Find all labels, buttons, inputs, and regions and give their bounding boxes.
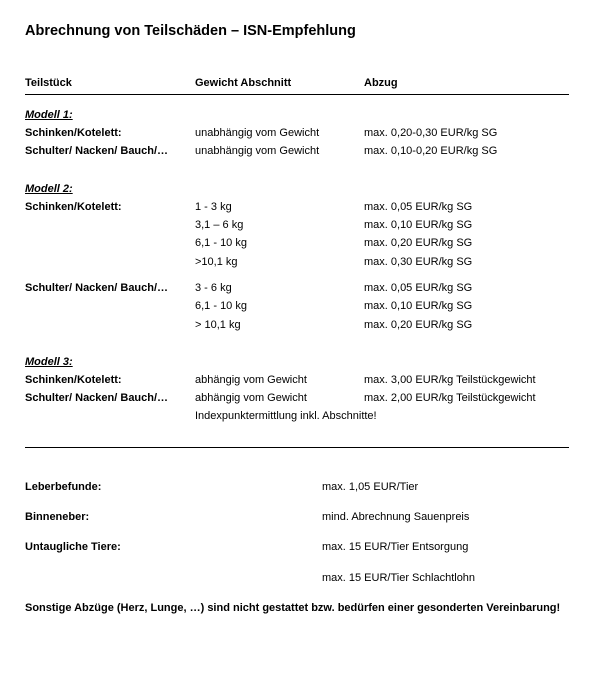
model2-group1-row4-weight: >10,1 kg	[195, 256, 238, 268]
model2-group1-row4-deduction: max. 0,30 EUR/kg SG	[364, 256, 473, 268]
model2-group1-row1-deduction: max. 0,05 EUR/kg SG	[364, 201, 473, 213]
other-value-untaugliche-tiere: max. 15 EUR/Tier Entsorgung	[322, 541, 469, 553]
model2-label: Modell 2:	[25, 183, 73, 195]
model1-row2-deduction: max. 0,10-0,20 EUR/kg SG	[364, 145, 498, 157]
model2-group1-row1-weight: 1 - 3 kg	[195, 201, 232, 213]
model2-group2-row3-deduction: max. 0,20 EUR/kg SG	[364, 319, 473, 331]
model3-row2-weight: abhängig vom Gewicht	[195, 392, 307, 404]
model3-row1-deduction: max. 3,00 EUR/kg Teilstückgewicht	[364, 374, 536, 386]
model2-group1-row3-deduction: max. 0,20 EUR/kg SG	[364, 237, 473, 249]
model2-group2-row1-weight: 3 - 6 kg	[195, 282, 232, 294]
model1-row1-part: Schinken/Kotelett:	[25, 127, 122, 139]
other-value-binneneber: mind. Abrechnung Sauenpreis	[322, 511, 470, 523]
header-weight: Gewicht Abschnitt	[195, 77, 292, 89]
other-label-binneneber: Binneneber:	[25, 511, 90, 523]
model3-row2-part: Schulter/ Nacken/ Bauch/…	[25, 392, 169, 404]
model1-row2-weight: unabhängig vom Gewicht	[195, 145, 320, 157]
model3-row1-weight: abhängig vom Gewicht	[195, 374, 307, 386]
other-label-untaugliche-tiere: Untaugliche Tiere:	[25, 541, 121, 553]
model2-group1-row2-deduction: max. 0,10 EUR/kg SG	[364, 219, 473, 231]
page-title: Abrechnung von Teilschäden – ISN-Empfehlung	[25, 23, 356, 39]
other-value-leberbefunde: max. 1,05 EUR/Tier	[322, 481, 419, 493]
model1-row1-weight: unabhängig vom Gewicht	[195, 127, 320, 139]
model1-label: Modell 1:	[25, 109, 73, 121]
model1-row2-part: Schulter/ Nacken/ Bauch/…	[25, 145, 169, 157]
header-divider	[25, 94, 569, 95]
section-divider	[25, 447, 569, 448]
model2-group1-row3-weight: 6,1 - 10 kg	[195, 237, 247, 249]
model2-group1-part: Schinken/Kotelett:	[25, 201, 122, 213]
model2-group2-row3-weight: > 10,1 kg	[195, 319, 241, 331]
model2-group2-part: Schulter/ Nacken/ Bauch/…	[25, 282, 169, 294]
model3-label: Modell 3:	[25, 356, 73, 368]
model3-row1-part: Schinken/Kotelett:	[25, 374, 122, 386]
model2-group1-row2-weight: 3,1 – 6 kg	[195, 219, 244, 231]
header-part: Teilstück	[25, 77, 72, 89]
model2-group2-row1-deduction: max. 0,05 EUR/kg SG	[364, 282, 473, 294]
footnote: Sonstige Abzüge (Herz, Lunge, …) sind nicht gestattet bzw. bedürfen einer gesonderten Vereinbarung!	[25, 602, 561, 614]
model2-group2-row2-weight: 6,1 - 10 kg	[195, 300, 247, 312]
other-label-leberbefunde: Leberbefunde:	[25, 481, 102, 493]
model3-row2-deduction: max. 2,00 EUR/kg Teilstückgewicht	[364, 392, 536, 404]
other-value-schlachtlohn: max. 15 EUR/Tier Schlachtlohn	[322, 572, 476, 584]
model1-row1-deduction: max. 0,20-0,30 EUR/kg SG	[364, 127, 498, 139]
model3-note: Indexpunktermittlung inkl. Abschnitte!	[195, 410, 377, 422]
header-deduction: Abzug	[364, 77, 398, 89]
model2-group2-row2-deduction: max. 0,10 EUR/kg SG	[364, 300, 473, 312]
